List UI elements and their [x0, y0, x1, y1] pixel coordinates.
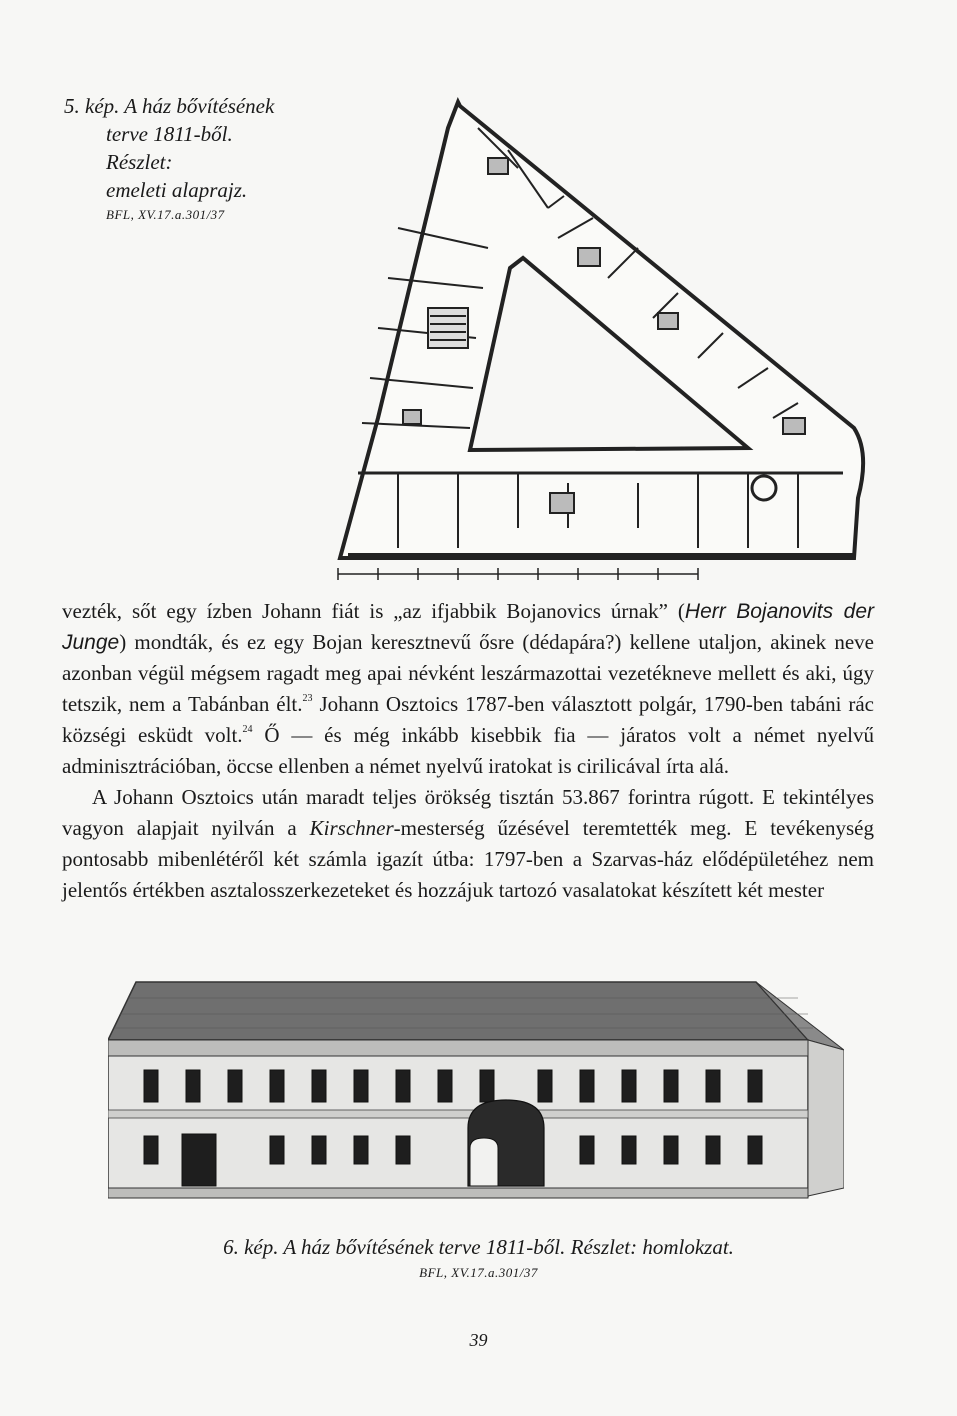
text-run: Johann Osztoics 1787-ben választott polgár, 1790-ben tabáni rác községi esküdt volt.	[62, 692, 874, 747]
italic-term: Herr Bojanovits der Junge	[62, 600, 874, 654]
paragraph-1	[62, 596, 874, 782]
figure-5-caption	[64, 92, 324, 226]
text-run: A Johann Osztoics után maradt teljes örökség tisztán 53.867 forintra rúgott. E tekintélyes vagyon alapjait nyilván a	[62, 785, 874, 840]
facade-drawing	[108, 978, 844, 1200]
figure-6-source: BFL, XV.17.a.301/37	[419, 1265, 538, 1280]
figure-5-source: BFL, XV.17.a.301/37	[106, 207, 225, 222]
body-text	[62, 596, 874, 906]
figure-6-caption-text: 6. kép. A ház bővítésének terve 1811-ből. Részlet: homlokzat.	[223, 1235, 734, 1259]
text-run: ) mondták, és ez egy Bojan keresztnevű ősre (dédapára?) kellene utaljon, akinek neve azonban végül mégsem ragadt meg apai névként leszármazottai vezetékneve mellett és aki, úgy tetszik, nem a Tabánban élt.	[62, 630, 874, 716]
caption-line: terve 1811-ből.	[106, 122, 233, 146]
caption-line: Részlet:	[106, 150, 173, 174]
text-run: -mesterség űzésével teremtették meg. E tevékenység pontosabb mibenlétéről két számla igazít útba: 1797-ben a Szarvas-ház elődépületéhez nem jelentős értékben asztalosszerkezeteket és hozzájuk tartozó vasalatokat készített két mester	[62, 816, 874, 902]
paragraph-2	[62, 782, 874, 906]
caption-line: 5. kép. A ház bővítésének	[64, 94, 275, 118]
text-run: Ő — és még inkább kisebbik fia — járatos volt a német nyelvű adminisztrációban, öccse ellenben a német nyelvű iratokat is cirilicával írta alá.	[62, 723, 874, 778]
figure-6-caption	[0, 1233, 957, 1285]
floor-plan-drawing	[318, 88, 878, 588]
page-number: 39	[469, 1330, 488, 1350]
footnote-ref-24[interactable]: 24	[242, 724, 253, 735]
caption-line: emeleti alaprajz.	[106, 178, 248, 202]
footnote-ref-23[interactable]: 23	[302, 693, 313, 704]
text-run: vezték, sőt egy ízben Johann fiát is „az ifjabbik Bojanovics úrnak” (	[62, 599, 685, 623]
italic-term: Kirschner	[309, 816, 394, 840]
